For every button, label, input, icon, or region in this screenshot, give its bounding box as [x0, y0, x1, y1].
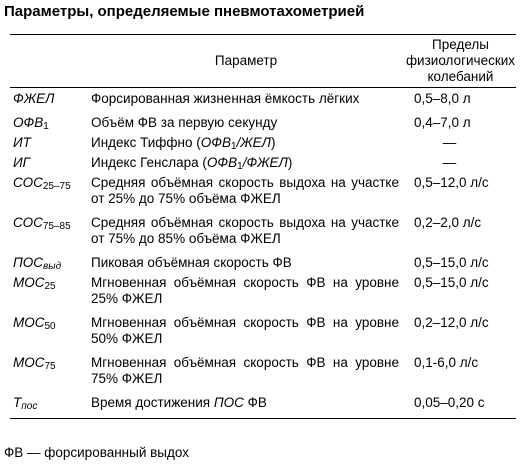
abbr-text: МОС	[13, 275, 45, 290]
parameter-description: Мгновенная объёмная скорость ФВ на уровне 75% ФЖЕЛ	[91, 355, 399, 386]
parameter-description: Мгновенная объёмная скорость ФВ на уровне 50% ФЖЕЛ	[91, 315, 399, 346]
abbr-subscript: 50	[44, 321, 56, 332]
table-row	[10, 387, 516, 419]
parameter-range: 0,4–7,0 л	[414, 115, 471, 130]
table-row	[10, 247, 516, 275]
header-range-line: колебаний	[427, 69, 494, 84]
table-row	[10, 155, 516, 175]
parameter-abbr	[10, 155, 87, 175]
abbr-subscript: 75–85	[42, 221, 71, 232]
parameter-range: 0,5–15,0 л/с	[414, 275, 489, 290]
desc-subscript: 1	[237, 161, 243, 172]
header-abbr	[10, 35, 87, 88]
header-range	[405, 35, 516, 88]
parameter-description	[87, 155, 405, 175]
desc-subscript: 1	[230, 141, 237, 152]
abbr-subscript: 75	[44, 361, 56, 372]
table-row	[10, 135, 516, 155]
desc-text: Индекс Тиффно (	[91, 135, 201, 150]
parameter-range: 0,5–12,0 л/с	[414, 175, 489, 190]
parameter-abbr	[10, 135, 87, 155]
abbr-subscript: пос	[21, 401, 38, 412]
footnote: ФВ — форсированный выдох	[4, 445, 189, 460]
table-row	[10, 275, 516, 307]
parameter-abbr	[10, 107, 87, 135]
parameter-range: 0,2–12,0 л/с	[414, 315, 489, 330]
abbr-subscript: 25	[44, 281, 56, 292]
table-header-row	[10, 35, 516, 88]
parameter-description: Форсированная жизненная ёмкость лёгких	[91, 91, 360, 106]
parameter-abbr	[10, 347, 87, 387]
parameter-range: —	[442, 135, 457, 150]
table-row	[10, 175, 516, 207]
parameter-description: Мгновенная объёмная скорость ФВ на уровне 25% ФЖЕЛ	[91, 275, 399, 306]
parameter-range: —	[442, 155, 457, 170]
table-row	[10, 307, 516, 347]
parameter-abbr	[10, 387, 87, 419]
abbr-text: СОС	[13, 215, 43, 230]
abbr-subscript: 1	[43, 121, 49, 132]
parameter-range: 0,05–0,20 с	[414, 395, 485, 410]
header-range-line: Пределы	[432, 37, 489, 52]
abbr-text: ФЖЕЛ	[13, 91, 55, 106]
abbr-text: СОС	[13, 175, 43, 190]
desc-text: ФВ	[243, 395, 267, 410]
table-row	[10, 347, 516, 387]
abbr-text: ПОС	[13, 255, 44, 270]
parameter-abbr	[10, 247, 87, 275]
parameter-description: Объём ФВ за первую секунду	[91, 115, 278, 130]
parameter-description	[87, 387, 405, 419]
abbr-text: ИТ	[13, 135, 31, 150]
desc-formula: ОФВ	[206, 155, 238, 170]
parameter-description: Пиковая объёмная скорость ФВ	[91, 255, 292, 270]
abbr-subscript: выд	[43, 261, 62, 272]
document-title: Параметры, определяемые пневмотахометрией	[4, 3, 365, 20]
desc-formula: /ЖЕЛ	[236, 135, 271, 150]
header-parameter: Параметр	[214, 53, 278, 68]
parameter-description: Средняя объёмная скорость выдоха на участке от 75% до 85% объёма ФЖЕЛ	[91, 215, 399, 246]
parameters-table	[10, 34, 516, 419]
abbr-subscript: 25–75	[42, 181, 71, 192]
parameter-range: 0,2–2,0 л/с	[414, 215, 482, 230]
abbr-text: МОС	[13, 315, 45, 330]
parameter-range: 0,5–15,0 л/с	[414, 255, 489, 270]
table-row	[10, 107, 516, 135]
parameter-description: Средняя объёмная скорость выдоха на участке от 25% до 75% объёма ФЖЕЛ	[91, 175, 399, 206]
desc-formula: /ФЖЕЛ	[242, 155, 288, 170]
desc-text: Индекс Генслара (	[91, 155, 207, 170]
abbr-text: ИГ	[13, 155, 31, 170]
parameter-range: 0,1-6,0 л/с	[414, 355, 479, 370]
abbr-text: Т	[13, 395, 22, 410]
abbr-text: ОФВ	[13, 115, 44, 130]
parameter-abbr	[10, 207, 87, 247]
parameter-description	[87, 135, 405, 155]
parameter-abbr	[10, 175, 87, 207]
parameter-abbr	[10, 275, 87, 307]
parameter-abbr	[10, 307, 87, 347]
desc-text: )	[270, 135, 276, 150]
parameter-range: 0,5–8,0 л	[414, 91, 471, 106]
header-range-line: физиологических	[405, 53, 516, 68]
table-row	[10, 207, 516, 247]
desc-text: Время достижения	[91, 395, 214, 410]
table-row	[10, 88, 516, 108]
desc-formula: ПОС	[213, 395, 244, 410]
abbr-text: МОС	[13, 355, 45, 370]
parameter-abbr	[10, 88, 87, 108]
desc-formula: ОФВ	[200, 135, 231, 150]
desc-text: )	[287, 155, 293, 170]
